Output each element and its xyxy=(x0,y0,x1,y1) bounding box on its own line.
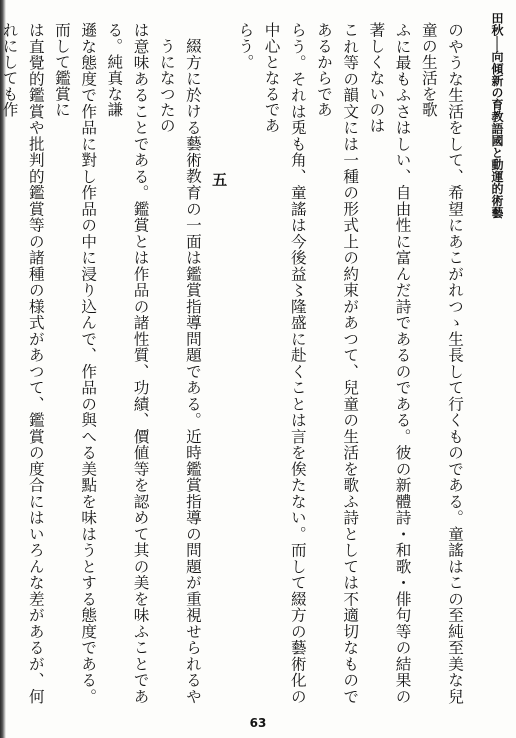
text-line: は直覺的鑑賞や批判的鑑賞等の諸種の様式があつて、鑑賞の度合にはいろんな差があるが、何れにしても作 xyxy=(0,22,45,704)
text-line: らう。 xyxy=(236,22,255,70)
text-line: ふに最もふさはしい、自由性に富んだ詩であるのである。彼の新體詩・和歌・俳句等の結果の著しくないのは xyxy=(367,22,412,704)
text-line: これ等の韻文には一種の形式上の約束があつて、兒童の生活を歌ふ詩としては不適切なものであるからであ xyxy=(314,22,360,704)
text-line: 遜な態度で作品に對し作品の中に浸り込んで、作品の與へる美點を味はうとする態度である。而して鑑賞に xyxy=(52,22,98,704)
text-line: のやうな生活をして、希望にあこがれつゝ生長して行くものである。童謠はこの至純至美な兒童の生活を歌 xyxy=(419,22,464,704)
text-line: 綴方に於ける藝術教育の一面は鑑賞指導問題である。近時鑑賞指導の問題が重視せられるやうになつたの xyxy=(157,38,202,704)
page-number: 63 xyxy=(249,716,267,730)
running-header: 田秋──向傾新の育教語國と動運的術藝 xyxy=(490,12,504,219)
text-line: は意味あることである。鑑賞とは作品の諸性質、功績、價値等を認めて其の美を味ふことである。純真な謙 xyxy=(105,22,150,704)
text-line: らう。それは兎も角、童謠は今後益〻隆盛に赴くことは言を俟たない。而して綴方の藝術化の中心となるであ xyxy=(262,22,307,704)
vertical-body-text xyxy=(0,22,468,704)
section-number: 五 xyxy=(210,172,229,188)
